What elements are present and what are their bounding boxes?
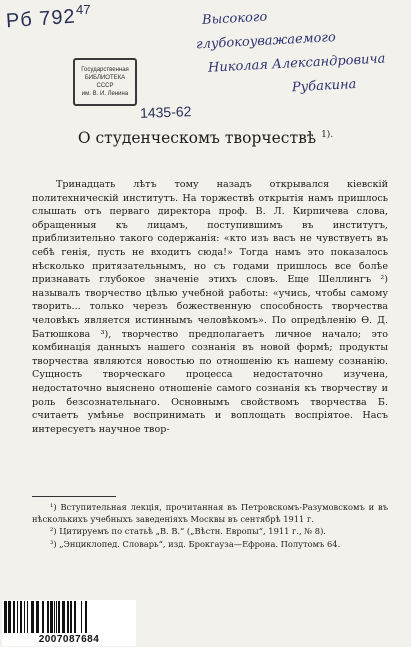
- shelf-mark-superscript: 47: [76, 2, 91, 17]
- library-stamp: [73, 58, 137, 106]
- inventory-number: 1435-62: [139, 103, 192, 121]
- title-text: О студенческомъ творчествѣ: [77, 129, 317, 147]
- footnote-divider: [32, 496, 116, 497]
- inscription-line: Николая Александровича: [207, 51, 386, 76]
- title-footnote-ref: 1).: [321, 129, 334, 140]
- handwritten-inscription: [196, 4, 401, 100]
- document-title: [0, 129, 411, 147]
- body-paragraph: Тринадцать лѣтъ тому назадъ открывался кіевскій политехническій институтъ. На торжествѣ открытія намъ пришлось слышать отъ перваго директора проф. В. Л. Кирпичева слова, обращенныя къ лицамъ, поступившимъ въ институтъ, приблизительно такого содержанія: «кто изъ васъ не чувствуетъ въ себѣ генія, пусть не входитъ сюда!» Тогда намъ это показалось нѣсколько притязательнымъ, но съ годами пришлось все болѣе признавать глубокое значеніе этихъ словъ. Еще Шеллингъ ²) называлъ творчество цѣлью учебной работы: «учись, чтобы самому творить... только черезъ божественную способность творчества человѣкъ является истиннымъ человѣкомъ». По опредѣленію Ѳ. Д. Батюшкова ³), творчество предполагаетъ личное начало; это комбинація данныхъ нашего сознанія въ новой формѣ; продукты творчества являются новостью по отношенію къ нашему сознанію. Сущность творческаго процесса недостаточно изучена, недостаточно выяснено отношеніе самого сознанія къ творчеству и роль безсознательнаго. Основнымъ свойствомъ творчества Б. считаетъ умѣнье воспринимать и воплощать воспріятое. Насъ интересуетъ научное твор-: [32, 179, 388, 435]
- footnote: ³) „Энциклопед. Словарь“, изд. Брокгауза—Ефрона. Полутомъ 64.: [50, 538, 341, 549]
- stamp-line: им. В. И. Ленина: [81, 91, 129, 97]
- barcode: [2, 600, 136, 634]
- stamp-line: БИБЛИОТЕКА: [84, 75, 126, 81]
- inscription-line: глубокоуважаемого: [195, 30, 337, 53]
- stamp-line: СССР: [96, 83, 114, 89]
- shelf-mark: Рб 792: [5, 5, 77, 33]
- footnote: ¹) Вступительная лекція, прочитанная въ Петровскомъ-Разумовскомъ и въ нѣсколькихъ учебныхъ заведеніяхъ Москвы въ сентябрѣ 1911 г.: [32, 502, 388, 524]
- footnote: ²) Цитируемъ по статьѣ „В. В.“ („Вѣстн. Европы“, 1911 г., № 8).: [50, 526, 326, 536]
- stamp-line: Государственная: [81, 67, 129, 73]
- barcode-bar: [87, 601, 90, 633]
- inscription-line: Высокого: [201, 9, 268, 29]
- barcode-number: 2007087684: [2, 634, 136, 646]
- footnotes: [32, 502, 388, 551]
- inscription-line: Рубакина: [291, 76, 357, 96]
